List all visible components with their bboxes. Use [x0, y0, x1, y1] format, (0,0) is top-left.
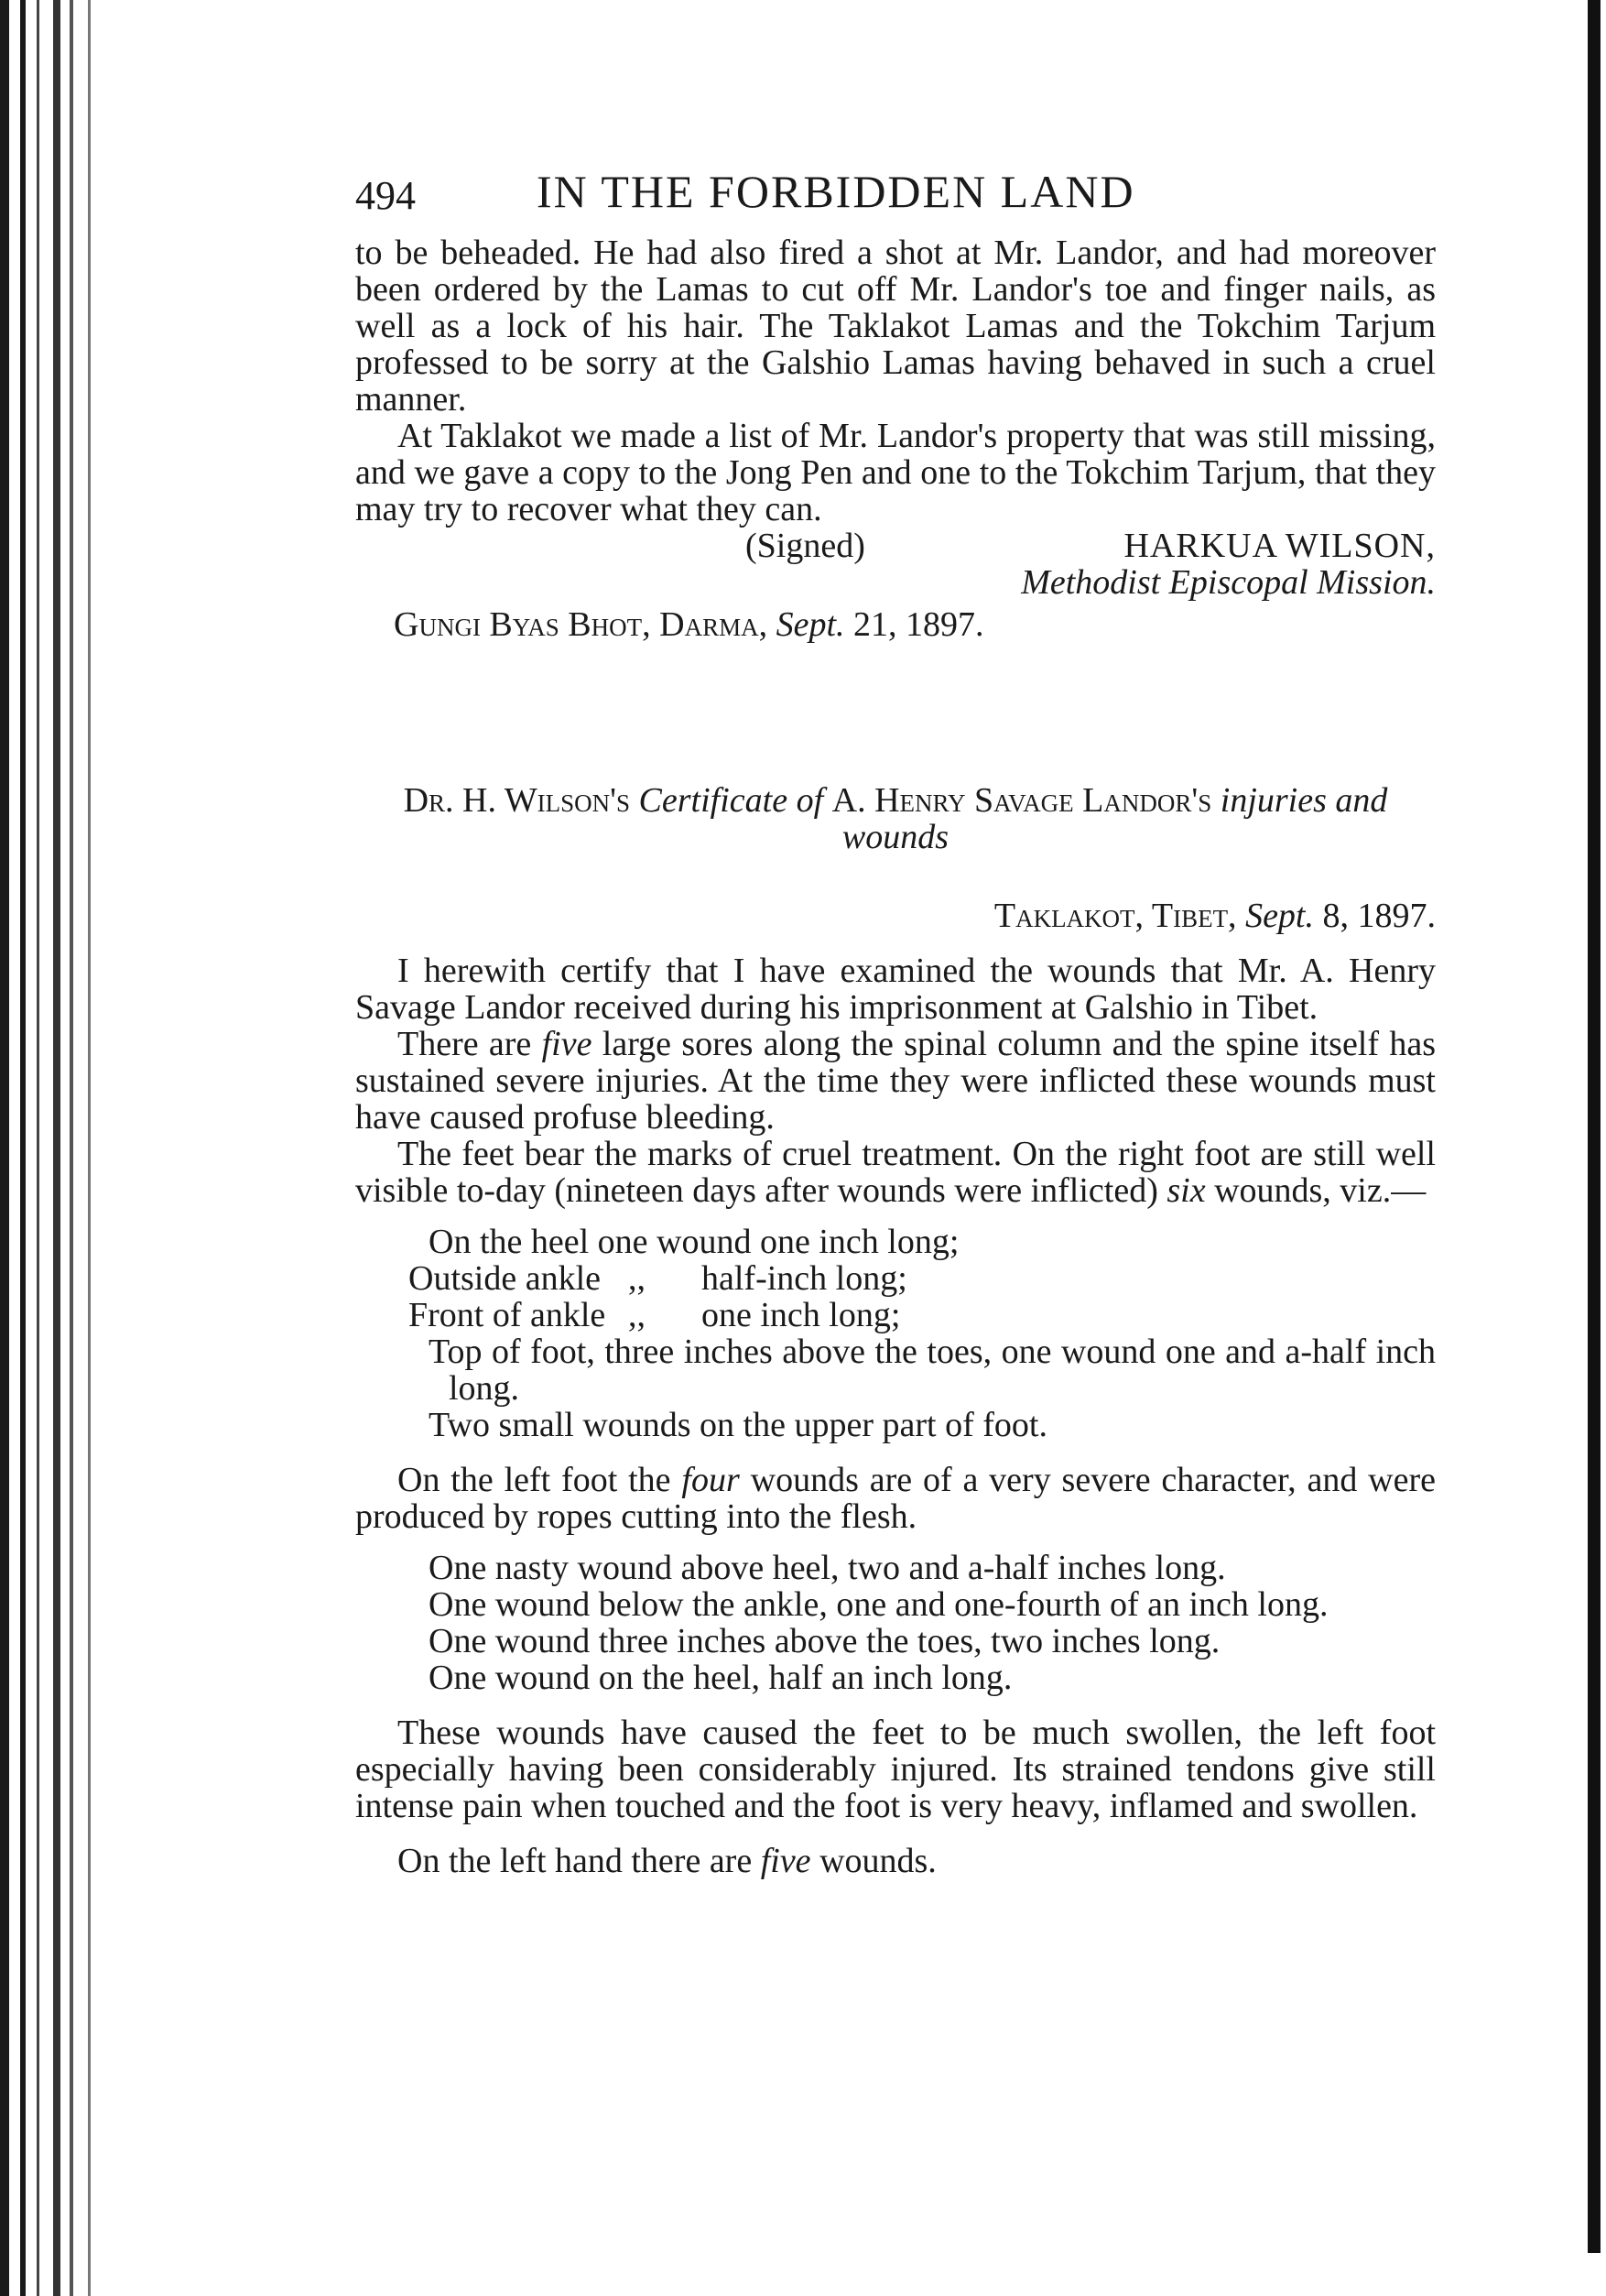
- list-item: Top of foot, three inches above the toes, one wound one and a-half inch long.: [429, 1333, 1436, 1408]
- signature-block: [355, 528, 1436, 601]
- list-item: One nasty wound above heel, two and a-half inches long.: [429, 1549, 1226, 1587]
- letter-paragraph: At Taklakot we made a list of Mr. Landor's property that was still missing, and we gave a copy to the Jong Pen and one to the Tokchim Tarjum, that they may try to recover what they can.: [355, 417, 1436, 528]
- certificate-dateline: [355, 898, 1436, 934]
- certificate-paragraph: I herewith certify that I have examined the wounds that Mr. A. Henry Savage Landor received during his imprisonment at Galshio in Tibet.: [355, 952, 1436, 1027]
- cert-title-certificate: Certificate of: [638, 781, 824, 820]
- page-number: 494: [355, 173, 416, 218]
- emphasis: five: [760, 1842, 811, 1880]
- signer-organization: Methodist Episcopal Mission.: [1021, 563, 1436, 602]
- dateline-place: Gungi Byas Bhot, Darma,: [394, 605, 768, 644]
- letter-dateline: [394, 606, 1436, 643]
- cert-title-author: Dr. H. Wilson's: [403, 781, 631, 820]
- list-item: One wound on the heel, half an inch long.: [429, 1659, 1013, 1697]
- dateline-date: 21, 1897.: [853, 605, 984, 644]
- emphasis: six: [1167, 1171, 1206, 1210]
- certificate-paragraph: On the left hand there are five wounds.: [397, 1842, 937, 1880]
- left-foot-wound-list: [429, 1550, 1436, 1696]
- certificate-paragraph: On the left foot the four wounds are of a very severe character, and were produced by ropes cutting into the flesh.: [355, 1461, 1437, 1536]
- certificate-title: [355, 782, 1436, 855]
- emphasis: five: [541, 1025, 592, 1063]
- right-foot-wound-list: [408, 1223, 1436, 1444]
- list-item: Two small wounds on the upper part of foot.: [429, 1406, 1047, 1444]
- book-binding-gutter: [0, 0, 108, 2296]
- signed-label: (Signed): [745, 527, 865, 565]
- cert-title-subject: A. Henry Savage Landor's: [831, 781, 1212, 820]
- cert-location: Taklakot, Tibet,: [993, 897, 1237, 935]
- certificate-paragraph: These wounds have caused the feet to be much swollen, the left foot especially having been considerably injured. Its strained tendons give still intense pain when touched and the foot is very heavy, inflamed and swollen.: [355, 1714, 1436, 1825]
- dateline-month: Sept.: [776, 605, 845, 644]
- list-item: On the heel one wound one inch long;: [429, 1223, 960, 1261]
- emphasis: four: [681, 1461, 740, 1499]
- list-item: One wound three inches above the toes, two inches long.: [429, 1622, 1221, 1660]
- page-header: [355, 165, 1436, 234]
- book-page: [355, 165, 1436, 1879]
- signer-name: HARKUA WILSON,: [1123, 527, 1436, 565]
- certificate-paragraph: There are five large sores along the spinal column and the spine itself has sustained severe injuries. At the time they were inflicted these wounds must have caused profuse bleeding.: [355, 1025, 1436, 1137]
- list-item: One wound below the ankle, one and one-fourth of an inch long.: [429, 1585, 1329, 1624]
- cert-title-topic: injuries and wounds: [841, 781, 1388, 856]
- letter-paragraph: to be beheaded. He had also fired a shot at Mr. Landor, and had moreover been ordered by the Lamas to cut off Mr. Landor's toe and finger nails, as well as a lock of his hair. The Taklakot Lamas and the Tokchim Tarjum professed to be sorry at the Galshio Lamas having behaved in such a cruel manner.: [355, 234, 1436, 419]
- running-title: IN THE FORBIDDEN LAND: [537, 166, 1135, 217]
- list-item: Front of ankle ,, one inch long;: [408, 1296, 901, 1334]
- certificate-paragraph: The feet bear the marks of cruel treatment. On the right foot are still well visible to-day (nineteen days after wounds were inflicted) six wounds, viz.—: [355, 1135, 1436, 1210]
- list-item: Outside ankle ,, half-inch long;: [408, 1259, 907, 1298]
- cert-date: 8, 1897.: [1322, 897, 1436, 935]
- page-edge-shadow: [1588, 0, 1601, 2253]
- cert-month: Sept.: [1245, 897, 1314, 935]
